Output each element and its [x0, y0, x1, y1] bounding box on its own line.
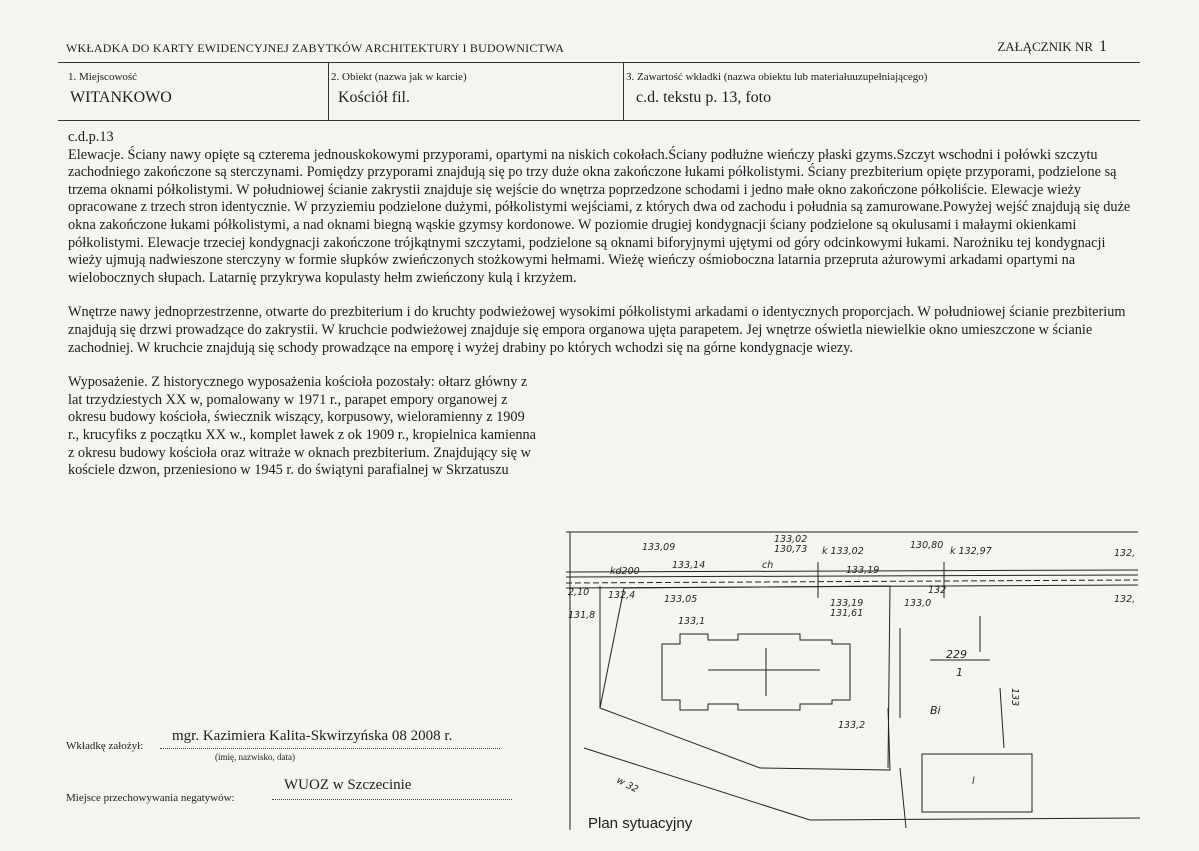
- plan-label: w 32: [614, 774, 640, 796]
- site-plan-caption: Plan sytuacyjny: [588, 815, 693, 832]
- plan-label: 133,02: [774, 534, 808, 545]
- plan-label: l: [972, 776, 975, 787]
- elevations-paragraph: Elewacje. Ściany nawy opięte są czterema jednouskokowymi przyporami, opartymi na niskich cokołach.Ściany podłużne wieńczy płaski gzyms.Szczyt wschodni i połówki szczytu zachodniego zakończone są sterczynami. Pomiędzy przyporami znajdują się po trzy duże okna zakończone łukami półkolistymi. Ściany prezbiterium opięte przyporami, podzielone są trzema oknami półkolistymi. W południowej ścianie zakrystii znajduje się wejście do wnętrza poprzedzone schodami i jedno małe okno zakończone półkoliście. Elewacje wieży opracowane z trzech stron identycznie. W przyziemiu podzielone dużymi, półkolistymi wejściami, z których dwa od zachodu i południa są zamurowane.Powyżej wejść znajdują się duże okna zakończone łukami półkolistymi, a nad oknami biegną wąskie gzymsy kordonowe. W poziomie drugiej kondygnacji ściany podzielone są okulusami i małaymi okienkami półkolistymi. Elewacje trzeciej kondygnacji zakończone trójkątnymi szczytami, podzielone są oknami biforyjnymi ujętymi od góry odcinkowymi łukami. Narożniku tej kondygnacji wieży ujmują nadwieszone sterczyny w formie słupków zwieńczonych stożkowymi hełmami. Wieżę wieńczy ośmioboczna latarnia przepruta ażurowymi arkadami opartymi na wielobocznych słupach. Latarnię przykrywa kopulasty hełm zwieńczony kulą i krzyżem.: [68, 146, 1131, 286]
- furnishings-paragraph: Wyposażenie. Z historycznego wyposażenia kościoła pozostały: ołtarz główny z lat trzydziestych XX w, pomalowany w 1971 r., parapet empory organowej z okresu budowy kościoła, świecznik wiszący, korpusowy, wieloramienny z 1909 r., krucyfiks z początku XX w., komplet ławek z ok 1909 r., kropielnica kamienna z okresu budowy kościoła oraz witraże w oknach prezbiterium. Znajdujący się w kościele dzwon, przeniesiono w 1945 r. do świątyni parafialnej w Skrzatuszu: [68, 374, 536, 479]
- plan-label: 133,2: [838, 720, 866, 731]
- header-top-rule: [58, 62, 1140, 63]
- paragraph-spacer: [68, 287, 1140, 304]
- site-plan-drawing: [560, 528, 1140, 840]
- plan-label: 133,1: [678, 616, 706, 627]
- plan-label: 133: [1009, 688, 1020, 707]
- outbuilding: [922, 754, 1032, 812]
- plan-label: Bi: [930, 704, 941, 717]
- plan-label: 131,61: [830, 608, 864, 619]
- survey-line: [1000, 688, 1004, 748]
- founder-dotted-line: [160, 748, 500, 749]
- plan-label: 132,: [1114, 594, 1136, 605]
- plan-label: 133,19: [830, 598, 864, 609]
- founder-value: mgr. Kazimiera Kalita-Skwirzyńska 08 2008 r.: [172, 728, 453, 744]
- plan-label: 132,4: [608, 590, 636, 601]
- plan-label: 130,73: [774, 544, 808, 555]
- body-text: [68, 129, 1140, 480]
- content-label: 3. Zawartość wkładki (nazwa obiektu lub materiałuuzupełniającego): [626, 71, 928, 83]
- intro-paragraph: c.d.p.13: [68, 129, 114, 145]
- plan-label: k 132,97: [950, 546, 992, 557]
- locality-label: 1. Miejscowość: [68, 71, 138, 83]
- attachment-number: 1: [1099, 38, 1107, 55]
- plan-label: 229: [946, 648, 967, 661]
- plan-label: 133,09: [642, 542, 676, 553]
- field-divider-1: [328, 62, 329, 120]
- founder-caption: (imię, nazwisko, data): [215, 752, 295, 762]
- plan-label: 132: [928, 585, 947, 596]
- paragraph-spacer: [68, 357, 1140, 374]
- plan-label: ch: [762, 560, 774, 571]
- document-title: WKŁADKA DO KARTY EWIDENCYJNEJ ZABYTKÓW ARCHITEKTURY I BUDOWNICTWA: [66, 41, 565, 55]
- plan-label: 131,8: [568, 610, 596, 621]
- attachment-number-block: [997, 38, 1107, 56]
- plan-label: 133,0: [904, 598, 932, 609]
- object-label: 2. Obiekt (nazwa jak w karcie): [331, 71, 467, 83]
- object-value: Kościół fil.: [338, 89, 410, 106]
- header-bottom-rule: [58, 120, 1140, 121]
- attachment-label: ZAŁĄCZNIK NR: [997, 39, 1093, 54]
- plan-label: k 133,02: [822, 546, 864, 557]
- interior-paragraph: Wnętrze nawy jednoprzestrzenne, otwarte do prezbiterium i do kruchty podwieżowej wysokimi półkolistymi arkadami o identycznych proporcjach. W południowej ścianie prezbiterium znajdują się drzwi prowadzące do zakrystii. W kruchcie podwieżowej znajduje się empora organowa ujęta parapetem. Jej wnętrze oświetla niewielkie okno umieszczone w ścianie zachodniej. W kruchcie znajdują się schody prowadzące na emporę i wyżej drabiny po których wchodzi się na górne kondygnacje wiezy.: [68, 304, 1126, 356]
- road-line: [566, 580, 1138, 583]
- content-value: c.d. tekstu p. 13, foto: [636, 89, 772, 106]
- storage-label: Miejsce przechowywania negatywów:: [66, 792, 235, 804]
- field-divider-2: [623, 62, 624, 120]
- parcel-boundary: [600, 588, 624, 708]
- plan-label: 2,10: [568, 587, 590, 598]
- founder-label: Wkładkę założył:: [66, 740, 144, 752]
- plan-label: 130,80: [910, 540, 944, 551]
- plan-label: 132,: [1114, 548, 1136, 559]
- storage-dotted-line: [272, 799, 512, 800]
- plan-label: kd200: [610, 566, 640, 577]
- church-outline: [662, 634, 850, 710]
- plan-label: 1: [956, 666, 963, 679]
- path-line: [810, 818, 1140, 820]
- locality-value: WITANKOWO: [70, 89, 172, 106]
- storage-value: WUOZ w Szczecinie: [284, 777, 412, 793]
- plan-label: 133,19: [846, 565, 880, 576]
- plan-label: 133,05: [664, 594, 698, 605]
- plan-label: 133,14: [672, 560, 706, 571]
